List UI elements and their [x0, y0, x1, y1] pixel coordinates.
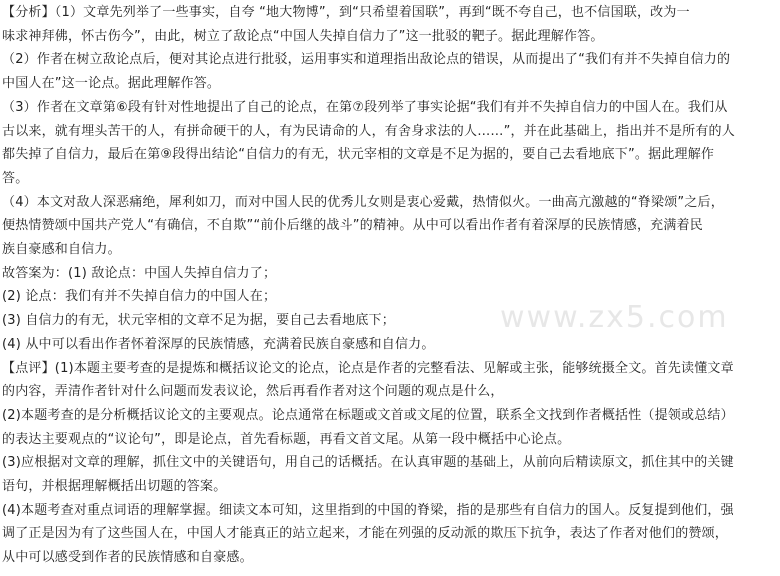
analysis-line-11: 族自豪感和自信力。 — [2, 242, 121, 258]
watermark: www.zx5.com — [500, 300, 729, 335]
analysis-line-4: 中国人在”这一论点。据此理解作答。 — [2, 76, 221, 92]
comment-line-2: 的内容，弄清作者针对什么问题而发表议论，然后再看作者对这个问题的观点是什么， — [2, 384, 504, 400]
analysis-line-8: 答。 — [2, 170, 29, 186]
analysis-line-6: 古以来，就有埋头苦干的人，有拼命硬干的人，有为民请命的人，有舍身求法的人……”，并在此基础上，指出并不是所有的人 — [2, 123, 735, 139]
analysis-line-10: 便热情赞颂中国共产党人“有确信，不自欺”“前仆后继的战斗”的精神。从中可以看出作者有着深厚的民族情感，充满着民 — [2, 218, 703, 234]
analysis-line-3: （2）作者在树立敌论点后，便对其论点进行批驳，运用事实和道理指出敌论点的错误，从而提出了“我们有并不失掉自信力的 — [2, 52, 731, 68]
comment-line-5: (3)应根据对文章的理解，抓住文中的关键语句，用自己的话概括。在认真审题的基础上，从前向后精读原文，抓住其中的关键 — [2, 455, 734, 471]
comment-line-3: (2)本题考查的是分析概括议论文的主要观点。论点通常在标题或文首或文尾的位置，联系全文找到作者概括性（提领或总结） — [2, 407, 734, 423]
comment-line-9: 从中可以感受到作者的民族情感和自豪感。 — [2, 550, 253, 566]
answer-line-1: 故答案为：(1) 敌论点：中国人失掉自信力了； — [2, 265, 277, 281]
answer-line-3: (3) 自信力的有无，状元宰相的文章不足为据，要自己去看地底下； — [2, 313, 395, 329]
comment-line-1: 【点评】(1)本题主要考查的是提炼和概括议论文的论点，论点是作者的完整看法、见解或主张，能够统摄全文。首先读懂文章 — [2, 360, 734, 376]
comment-line-7: (4)本题考查对重点词语的理解掌握。细读文本可知，这里指到的中国的脊梁，指的是那些有自信力的国人。反复提到他们，强 — [2, 502, 734, 518]
analysis-line-9: （4）本文对敌人深恶痛绝，犀利如刀，而对中国人民的优秀儿女则是衷心爱戴，热情似火。一曲高亢激越的“脊梁颂”之后， — [2, 194, 724, 210]
comment-line-4: 的表达主要观点的“议论句”，即是论点，首先看标题，再看文首文尾。从第一段中概括中心论点。 — [2, 431, 571, 447]
analysis-line-2: 味求神拜佛，怀古伤今”，由此，树立了敌论点“中国人失掉自信力了”这一批驳的靶子。据此理解作答。 — [2, 28, 604, 44]
comment-line-8: 调了正是因为有了这些国人在，中国人才能真正的站立起来，才能在列强的反动派的欺压下抗争，表达了作者对他们的赞颂， — [2, 526, 729, 542]
analysis-line-7: 都失掉了自信力，最后在第⑨段得出结论“自信力的有无，状元宰相的文章是不足为据的，要自己去看地底下”。据此理解作 — [2, 147, 715, 163]
answer-line-2: (2) 论点：我们有并不失掉自信力的中国人在； — [2, 289, 277, 305]
comment-line-6: 语句，并根据理解概括出切题的答案。 — [2, 479, 227, 495]
analysis-line-5: （3）作者在文章第⑥段有针对性地提出了自己的论点，在第⑦段列举了事实论据“我们有并不失掉自信力的中国人在。我们从 — [2, 99, 728, 115]
answer-line-4: (4) 从中可以看出作者怀着深厚的民族情感，充满着民族自豪感和自信力。 — [2, 336, 435, 352]
analysis-line-1: 【分析】（1）文章先列举了一些事实，自夸 “地大物博”，到“只希望着国联”，再到“既不夸自己，也不信国联，改为一 — [2, 5, 690, 20]
